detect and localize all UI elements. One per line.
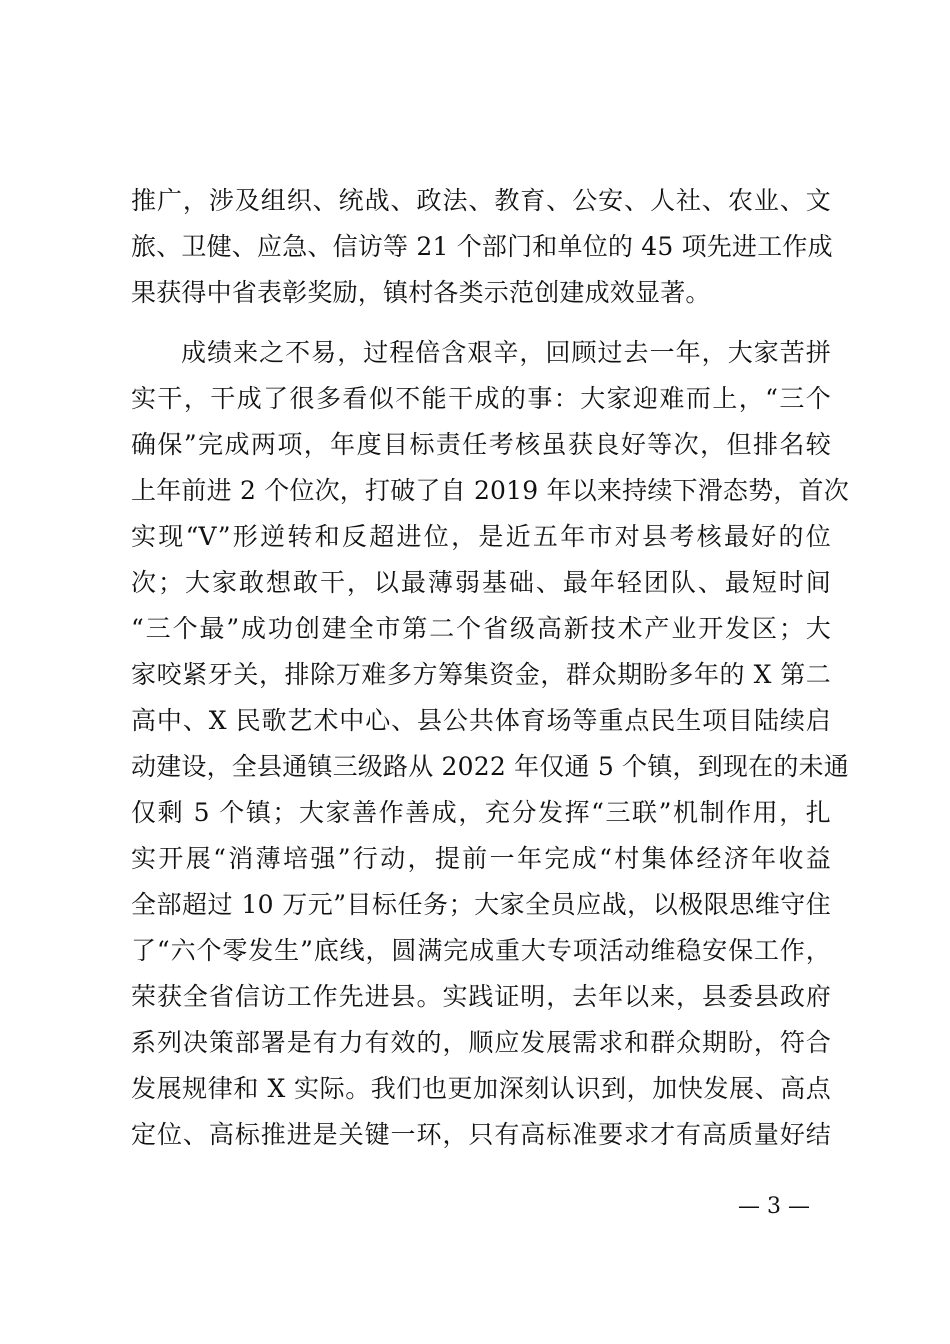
text-line: 动建设，全县通镇三级路从 2022 年仅通 5 个镇，到现在的未通 [131, 752, 849, 781]
paragraph-1 [131, 178, 831, 316]
text-line: 系列决策部署是有力有效的，顺应发展需求和群众期盼，符合 [131, 1028, 831, 1057]
text-line: 家咬紧牙关，排除万难多方筹集资金，群众期盼多年的 X 第二 [131, 660, 831, 689]
text-line: 高中、X 民歌艺术中心、县公共体育场等重点民生项目陆续启 [131, 706, 831, 735]
text-line: 旅、卫健、应急、信访等 21 个部门和单位的 45 项先进工作成 [131, 232, 833, 261]
text-line: 仅剩 5 个镇；大家善作善成，充分发挥“三联”机制作用，扎 [131, 798, 831, 827]
paragraph-gap [131, 316, 831, 330]
text-line: 确保”完成两项，年度目标责任考核虽获良好等次，但排名较 [131, 430, 831, 459]
text-line: 次；大家敢想敢干，以最薄弱基础、最年轻团队、最短时间 [131, 568, 831, 597]
text-line: “三个最”成功创建全市第二个省级高新技术产业开发区；大 [131, 614, 831, 643]
text-line: 定位、高标推进是关键一环，只有高标准要求才有高质量好结 [131, 1120, 831, 1149]
text-line: 实开展“消薄培强”行动，提前一年完成“村集体经济年收益 [131, 844, 831, 873]
text-line: 了“六个零发生”底线，圆满完成重大专项活动维稳安保工作， [131, 936, 831, 965]
text-line: 全部超过 10 万元”目标任务；大家全员应战，以极限思维守住 [131, 890, 831, 919]
text-line: 上年前进 2 个位次，打破了自 2019 年以来持续下滑态势，首次 [131, 476, 849, 505]
text-line: 推广，涉及组织、统战、政法、教育、公安、人社、农业、文 [131, 186, 831, 215]
text-line: 实干，干成了很多看似不能干成的事：大家迎难而上，“三个 [131, 384, 831, 413]
page-number: — 3 — [738, 1194, 810, 1219]
document-body [131, 178, 849, 1158]
text-line: 成绩来之不易，过程倍含艰辛，回顾过去一年，大家苦拼 [181, 338, 831, 367]
text-line: 实现“V”形逆转和反超进位，是近五年市对县考核最好的位 [131, 522, 831, 551]
text-line: 果获得中省表彰奖励，镇村各类示范创建成效显著。 [131, 278, 711, 307]
paragraph-2 [131, 330, 849, 1158]
text-line: 荣获全省信访工作先进县。实践证明，去年以来，县委县政府 [131, 982, 831, 1011]
text-line: 发展规律和 X 实际。我们也更加深刻认识到，加快发展、高点 [131, 1074, 831, 1103]
